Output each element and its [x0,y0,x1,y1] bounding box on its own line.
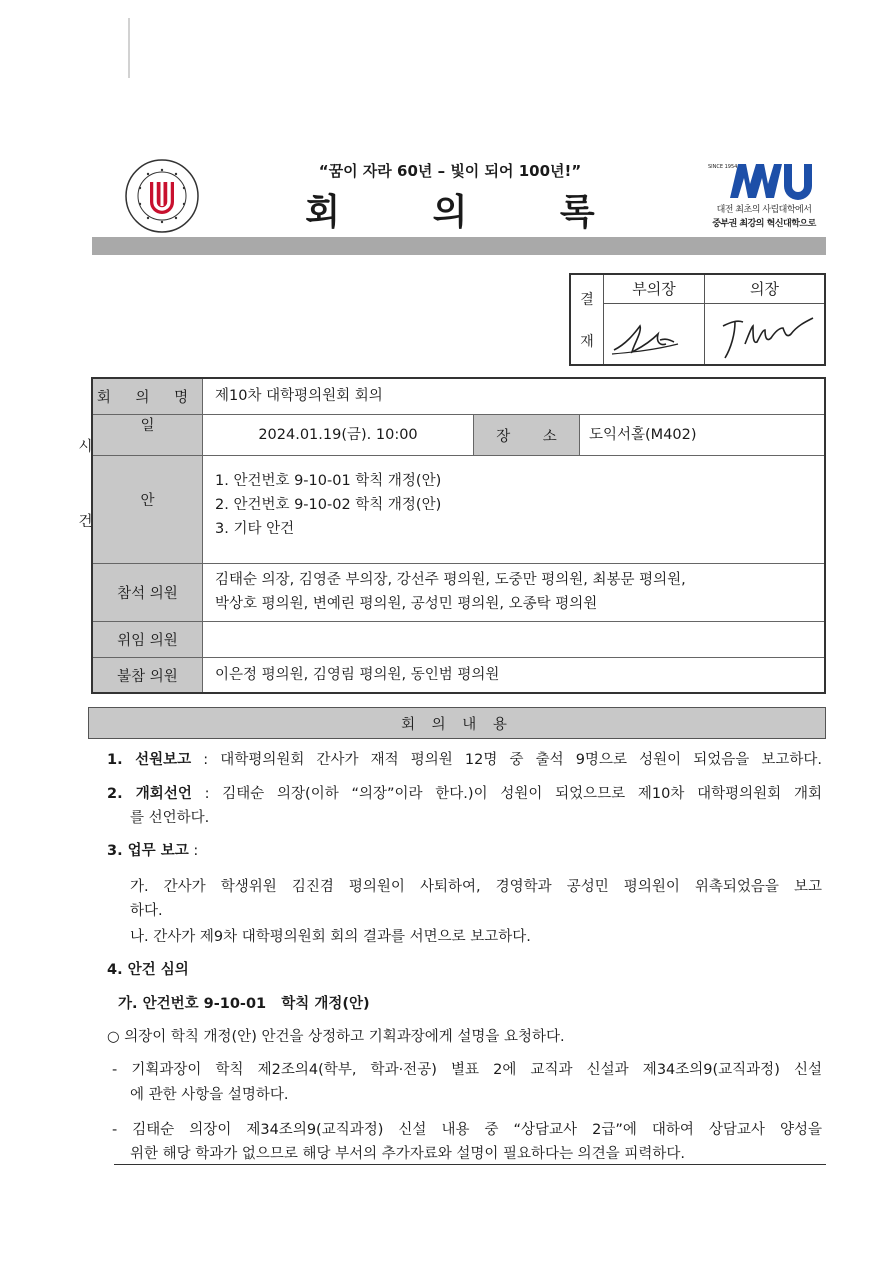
mwu-mark-icon [728,160,818,200]
attendees-line: 박상호 평의원, 변예린 평의원, 공성민 평의원, 오종탁 평의원 [215,596,598,612]
meeting-name: 제10차 대학평의원회 회의 [215,388,383,404]
meeting-datetime: 2024.01.19(금). 10:00 [258,427,418,443]
vice-chair-signature [604,304,704,364]
item-4-circle: ○ 의장이 학칙 개정(안) 안건을 상정하고 기획과장에게 설명을 요청하다. [107,1029,565,1045]
mwu-tagline-1: 대전 최초의 사립대학에서 [716,205,812,215]
item-4-detail-1-line-2: 에 관한 사항을 설명하다. [130,1087,289,1103]
item-4-detail-1-line-1: - 기획과장이 학칙 제2조의4(학부, 학과·전공) 별표 2에 교직과 신설과 제34조의9(교직과정) 신설 [112,1062,822,1078]
approval-box [569,273,826,366]
item-2-line-2: 를 선언하다. [130,810,210,826]
item-3-colon: : [188,843,199,859]
agenda-item: 3. 기타 안건 [215,521,295,537]
label-datetime-text: 일 시 [78,418,217,455]
item-1-title: 1. 선원보고 [107,752,192,768]
agenda-list [215,469,441,541]
meeting-info-table [78,377,826,694]
item-1 [107,747,822,773]
item-3-a-line-1: 가. 간사가 학생위원 김진겸 평의원이 사퇴하여, 경영학과 공성민 평의원이 위촉되었음을 보고 [130,879,822,895]
approval-side-label [571,275,604,364]
agenda-item: 1. 안건번호 9-10-01 학칙 개정(안) [215,473,442,489]
approval-side-1: 결 [580,292,594,308]
section-header: 회 의 내 용 [88,707,826,739]
approval-vice-chair [604,275,705,364]
approval-chair [705,275,824,364]
approval-side-2: 재 [580,334,594,350]
mwu-tagline-2: 중부권 최강의 혁신대학으로 [712,219,816,229]
paper-crease [128,18,130,78]
attendees-list [215,568,686,616]
label-datetime [78,415,217,455]
item-4-sub-text: 가. 안건번호 9-10-01 학칙 개정(안) [118,996,370,1012]
title-bar [92,237,826,255]
item-3-b: 나. 간사가 제9차 대학평의원회 회의 결과를 서면으로 보고하다. [130,929,531,945]
item-4-title-text: 4. 안건 심의 [107,962,189,978]
label-attendees: 참석 의원 [93,564,203,621]
item-4-title [107,957,189,983]
item-4-sub [118,991,370,1017]
meeting-place: 도익서홀(M402) [589,427,697,443]
item-2-line-1 [107,781,822,807]
row-agenda [78,456,824,564]
approval-chair-title: 의장 [705,275,824,304]
document-title: 회 의 록 [305,191,635,233]
row-attendees [93,564,824,622]
item-3-title: 3. 업무 보고 [107,843,189,859]
university-logo [124,158,200,234]
label-meeting-name-text: 회 의 명 [96,390,199,406]
item-3-a-line-2: 하다. [130,903,163,919]
mwu-since: SINCE 1954 [708,164,738,170]
label-place-text: 장 소 [496,428,571,445]
row-delegates [93,622,824,658]
row-absentees [93,658,824,692]
label-absentees: 불참 의원 [93,658,203,692]
bottom-rule [114,1164,826,1165]
approval-vice-chair-title: 부의장 [604,275,704,304]
row-datetime [78,415,824,456]
agenda-item: 2. 안건번호 9-10-02 학칙 개정(안) [215,497,442,513]
label-agenda [78,456,217,563]
item-2-text-1: : 김태순 의장(이하 “의장”이라 한다.)이 성원이 되었으므로 제10차 대학평의원회 개회 [191,786,822,802]
mwu-logo [700,160,828,232]
label-delegates: 위임 의원 [93,622,203,657]
item-4-detail-2-line-2: 위한 해당 학과가 없으므로 해당 부서의 추가자료와 설명이 필요하다는 의견을 피력하다. [130,1146,685,1162]
label-meeting-name [93,379,203,414]
label-agenda-text: 안 건 [78,492,217,530]
slogan: “꿈이 자라 60년 – 빛이 되어 100년!” [318,162,582,180]
item-1-text: : 대학평의원회 간사가 재적 평의원 12명 중 출석 9명으로 성원이 되었음을 보고하다. [191,752,822,768]
absentees-value: 이은정 평의원, 김영림 평의원, 동인범 평의원 [215,667,500,683]
chair-signature [705,304,824,364]
item-2-title: 2. 개회선언 [107,786,192,802]
item-4-detail-2-line-1: - 김태순 의장이 제34조의9(교직과정) 신설 내용 중 “상담교사 2급”에 대하여 상담교사 양성을 [112,1122,822,1138]
attendees-line: 김태순 의장, 김영준 부의장, 강선주 평의원, 도중만 평의원, 최봉문 평의원, [215,572,686,588]
item-3 [107,838,198,864]
row-meeting-name [93,379,824,415]
label-place [473,415,580,455]
